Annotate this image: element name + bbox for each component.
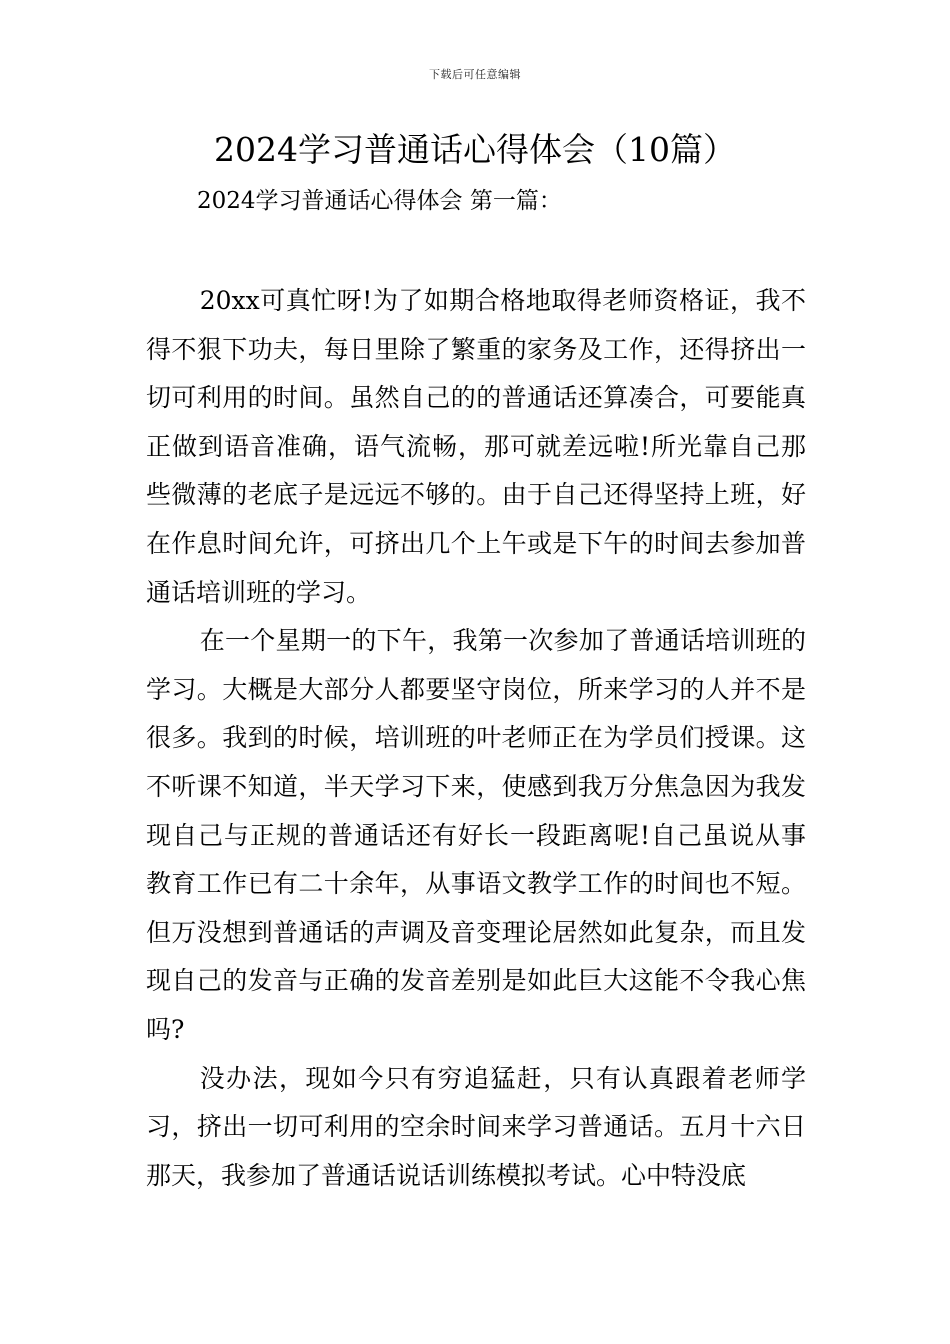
paragraph-2: 在一个星期一的下午，我第一次参加了普通话培训班的学习。大概是大部分人都要坚守岗位，所来学习的人并不是很多。我到的时候，培训班的叶老师正在为学员们授课。这不听课不知道，半天学习下来，使感到我万分焦急因为我发现自己与正规的普通话还有好长一段距离呢!自己虽说从事教育工作已有二十余年，从事语文教学工作的时间也不短。但万没想到普通话的声调及音变理论居然如此复杂，而且发现自己的发音与正确的发音差别是如此巨大这能不令我心焦吗? [146, 626, 806, 1044]
document-title: 2024学习普通话心得体会（10篇） [214, 130, 736, 169]
paragraph-1: 20xx可真忙呀!为了如期合格地取得老师资格证，我不得不狠下功夫，每日里除了繁重的家务及工作，还得挤出一切可利用的时间。虽然自己的的普通话还算凑合，可要能真正做到语音准确，语气流畅，那可就差远啦!所光靠自己那些微薄的老底子是远远不够的。由于自己还得坚持上班，好在作息时间允许，可挤出几个上午或是下午的时间去参加普通话培训班的学习。 [146, 286, 806, 607]
paragraph-3: 没办法，现如今只有穷追猛赶，只有认真跟着老师学习，挤出一切可利用的空余时间来学习普通话。五月十六日那天，我参加了普通话说话训练模拟考试。心中特没底 [146, 1063, 806, 1190]
document-body [146, 277, 806, 1200]
header-note: 下载后可任意编辑 [429, 68, 521, 81]
section-heading: 2024学习普通话心得体会 第一篇： [197, 188, 562, 214]
